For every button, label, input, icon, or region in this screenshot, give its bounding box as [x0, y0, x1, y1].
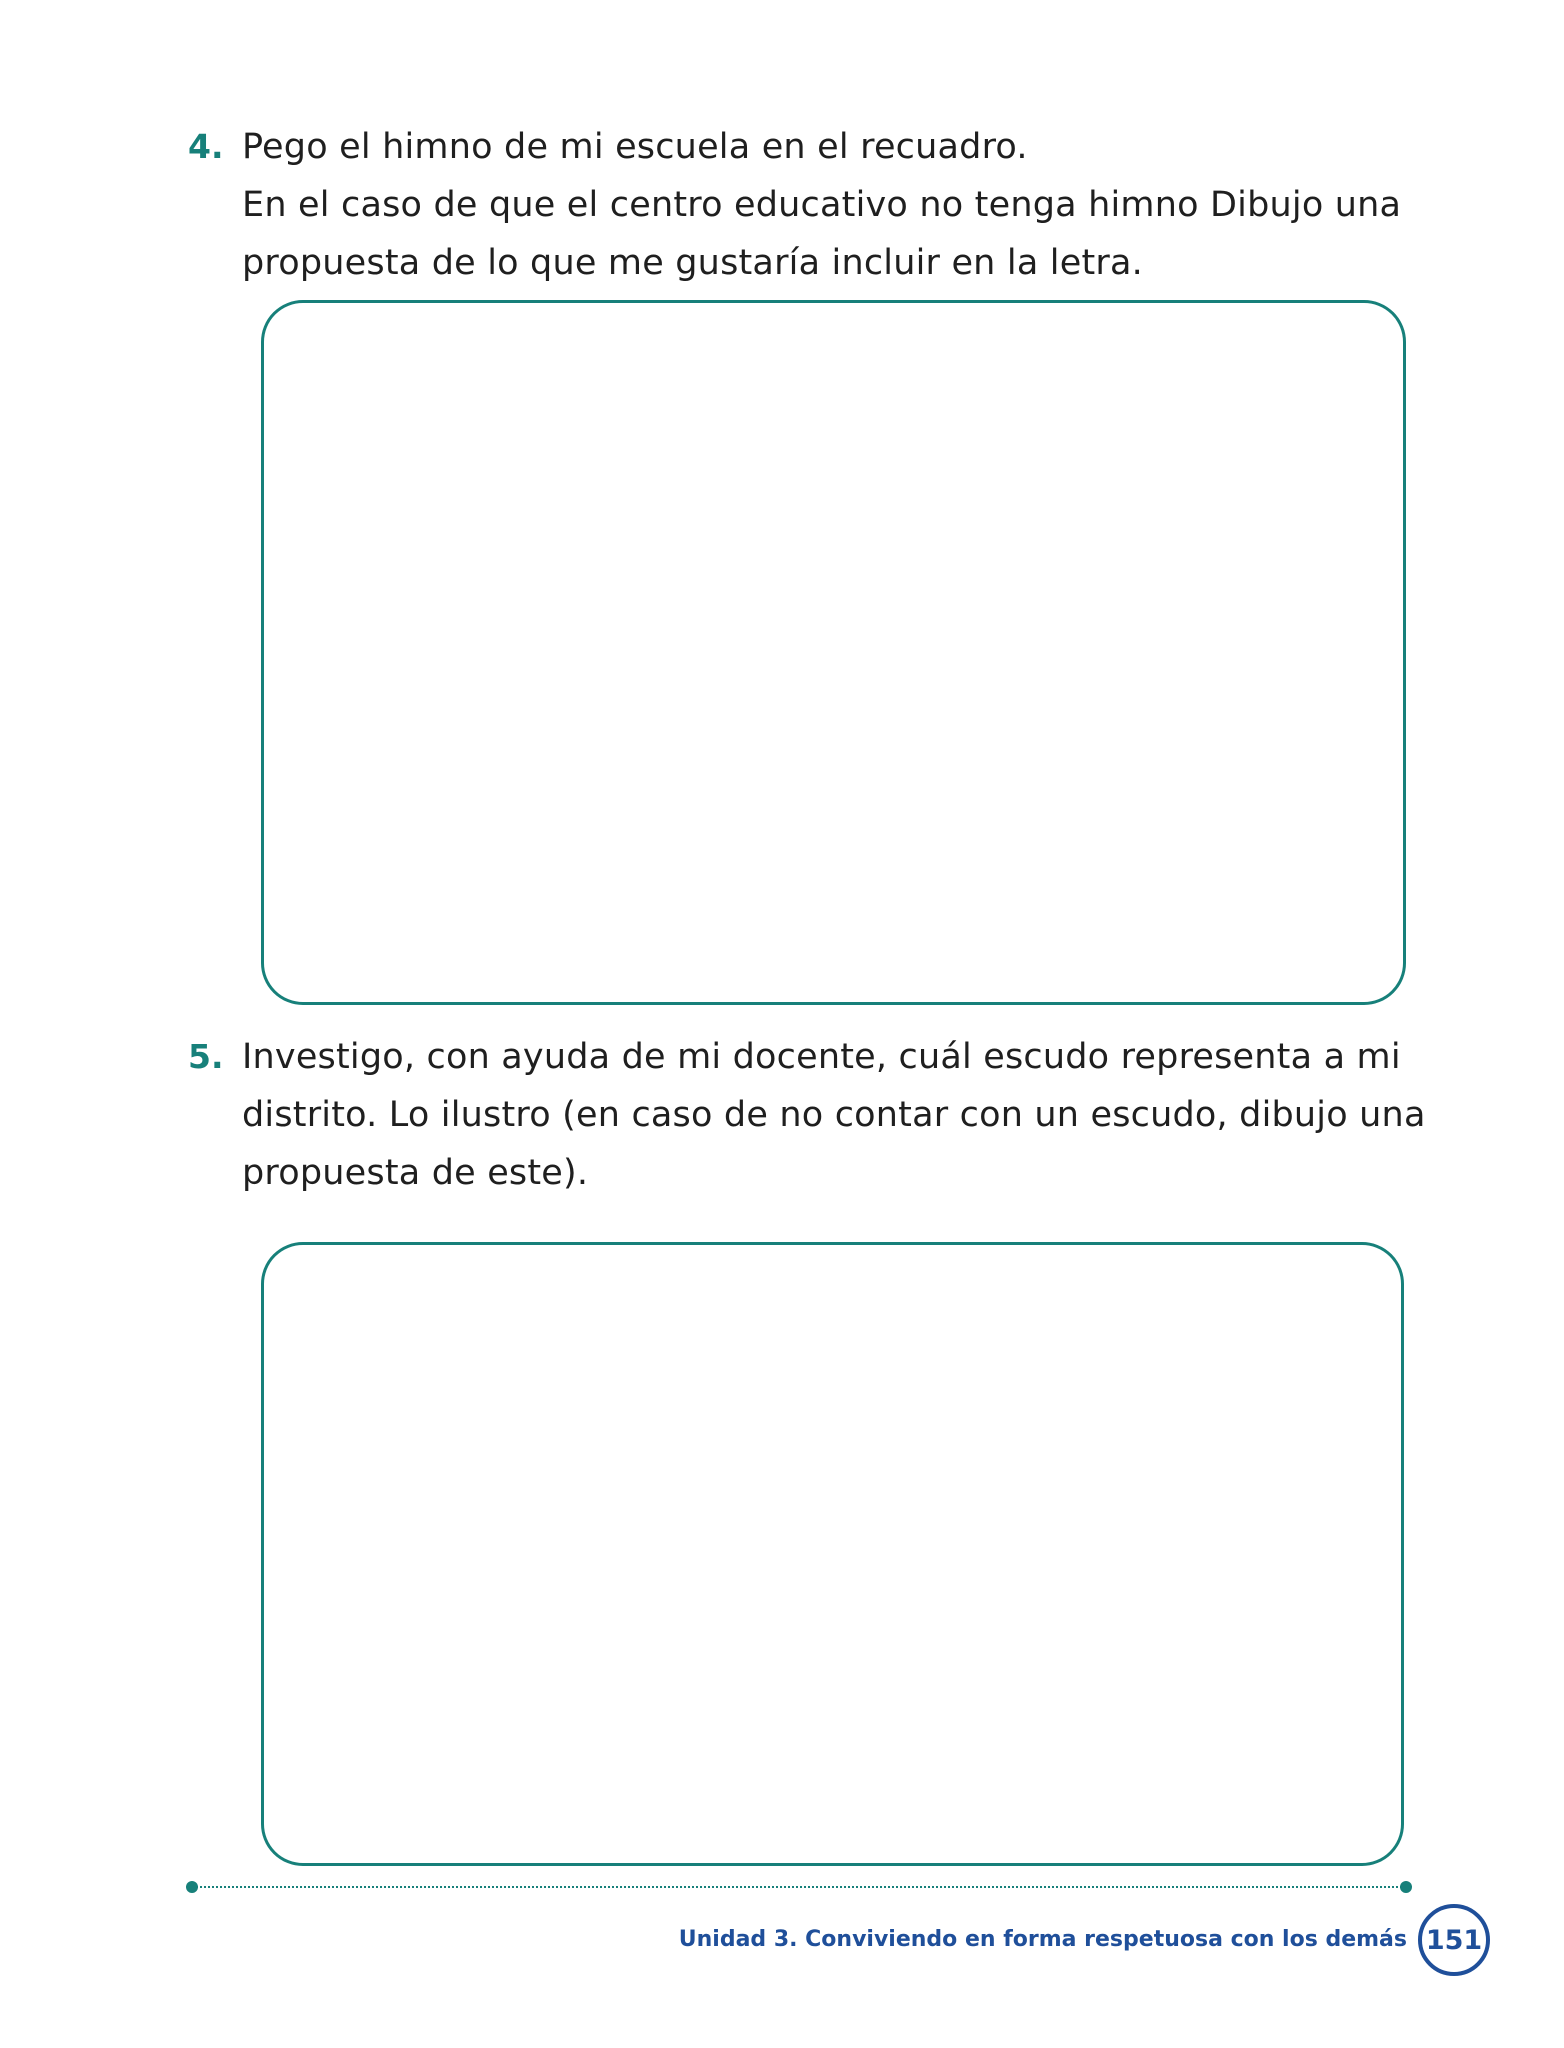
divider-dot-left [186, 1881, 198, 1893]
activity-5 [188, 1028, 1428, 1202]
footer-divider [192, 1886, 1406, 1888]
instruction-line: propuesta de lo que me gustaría incluir en la letra. [242, 243, 1143, 283]
activity-number: 5. [188, 1037, 224, 1076]
anthem-answer-box[interactable] [261, 300, 1406, 1005]
activity-4 [188, 118, 1428, 292]
instruction-line: Pego el himno de mi escuela en el recuadro. [242, 127, 1028, 167]
page-number-badge: 151 [1418, 1904, 1490, 1976]
instruction-line: propuesta de este). [242, 1153, 589, 1193]
divider-dot-right [1400, 1881, 1412, 1893]
activity-instructions [242, 118, 1428, 292]
instruction-line: distrito. Lo ilustro (en caso de no contar con un escudo, dibujo una [242, 1095, 1426, 1135]
activity-instructions [242, 1028, 1428, 1202]
activity-number: 4. [188, 127, 224, 166]
instruction-line: En el caso de que el centro educativo no tenga himno Dibujo una [242, 185, 1402, 225]
shield-answer-box[interactable] [261, 1242, 1404, 1866]
footer-unit-title: Unidad 3. Conviviendo en forma respetuosa con los demás [678, 1927, 1407, 1952]
instruction-line: Investigo, con ayuda de mi docente, cuál escudo representa a mi [242, 1037, 1401, 1077]
